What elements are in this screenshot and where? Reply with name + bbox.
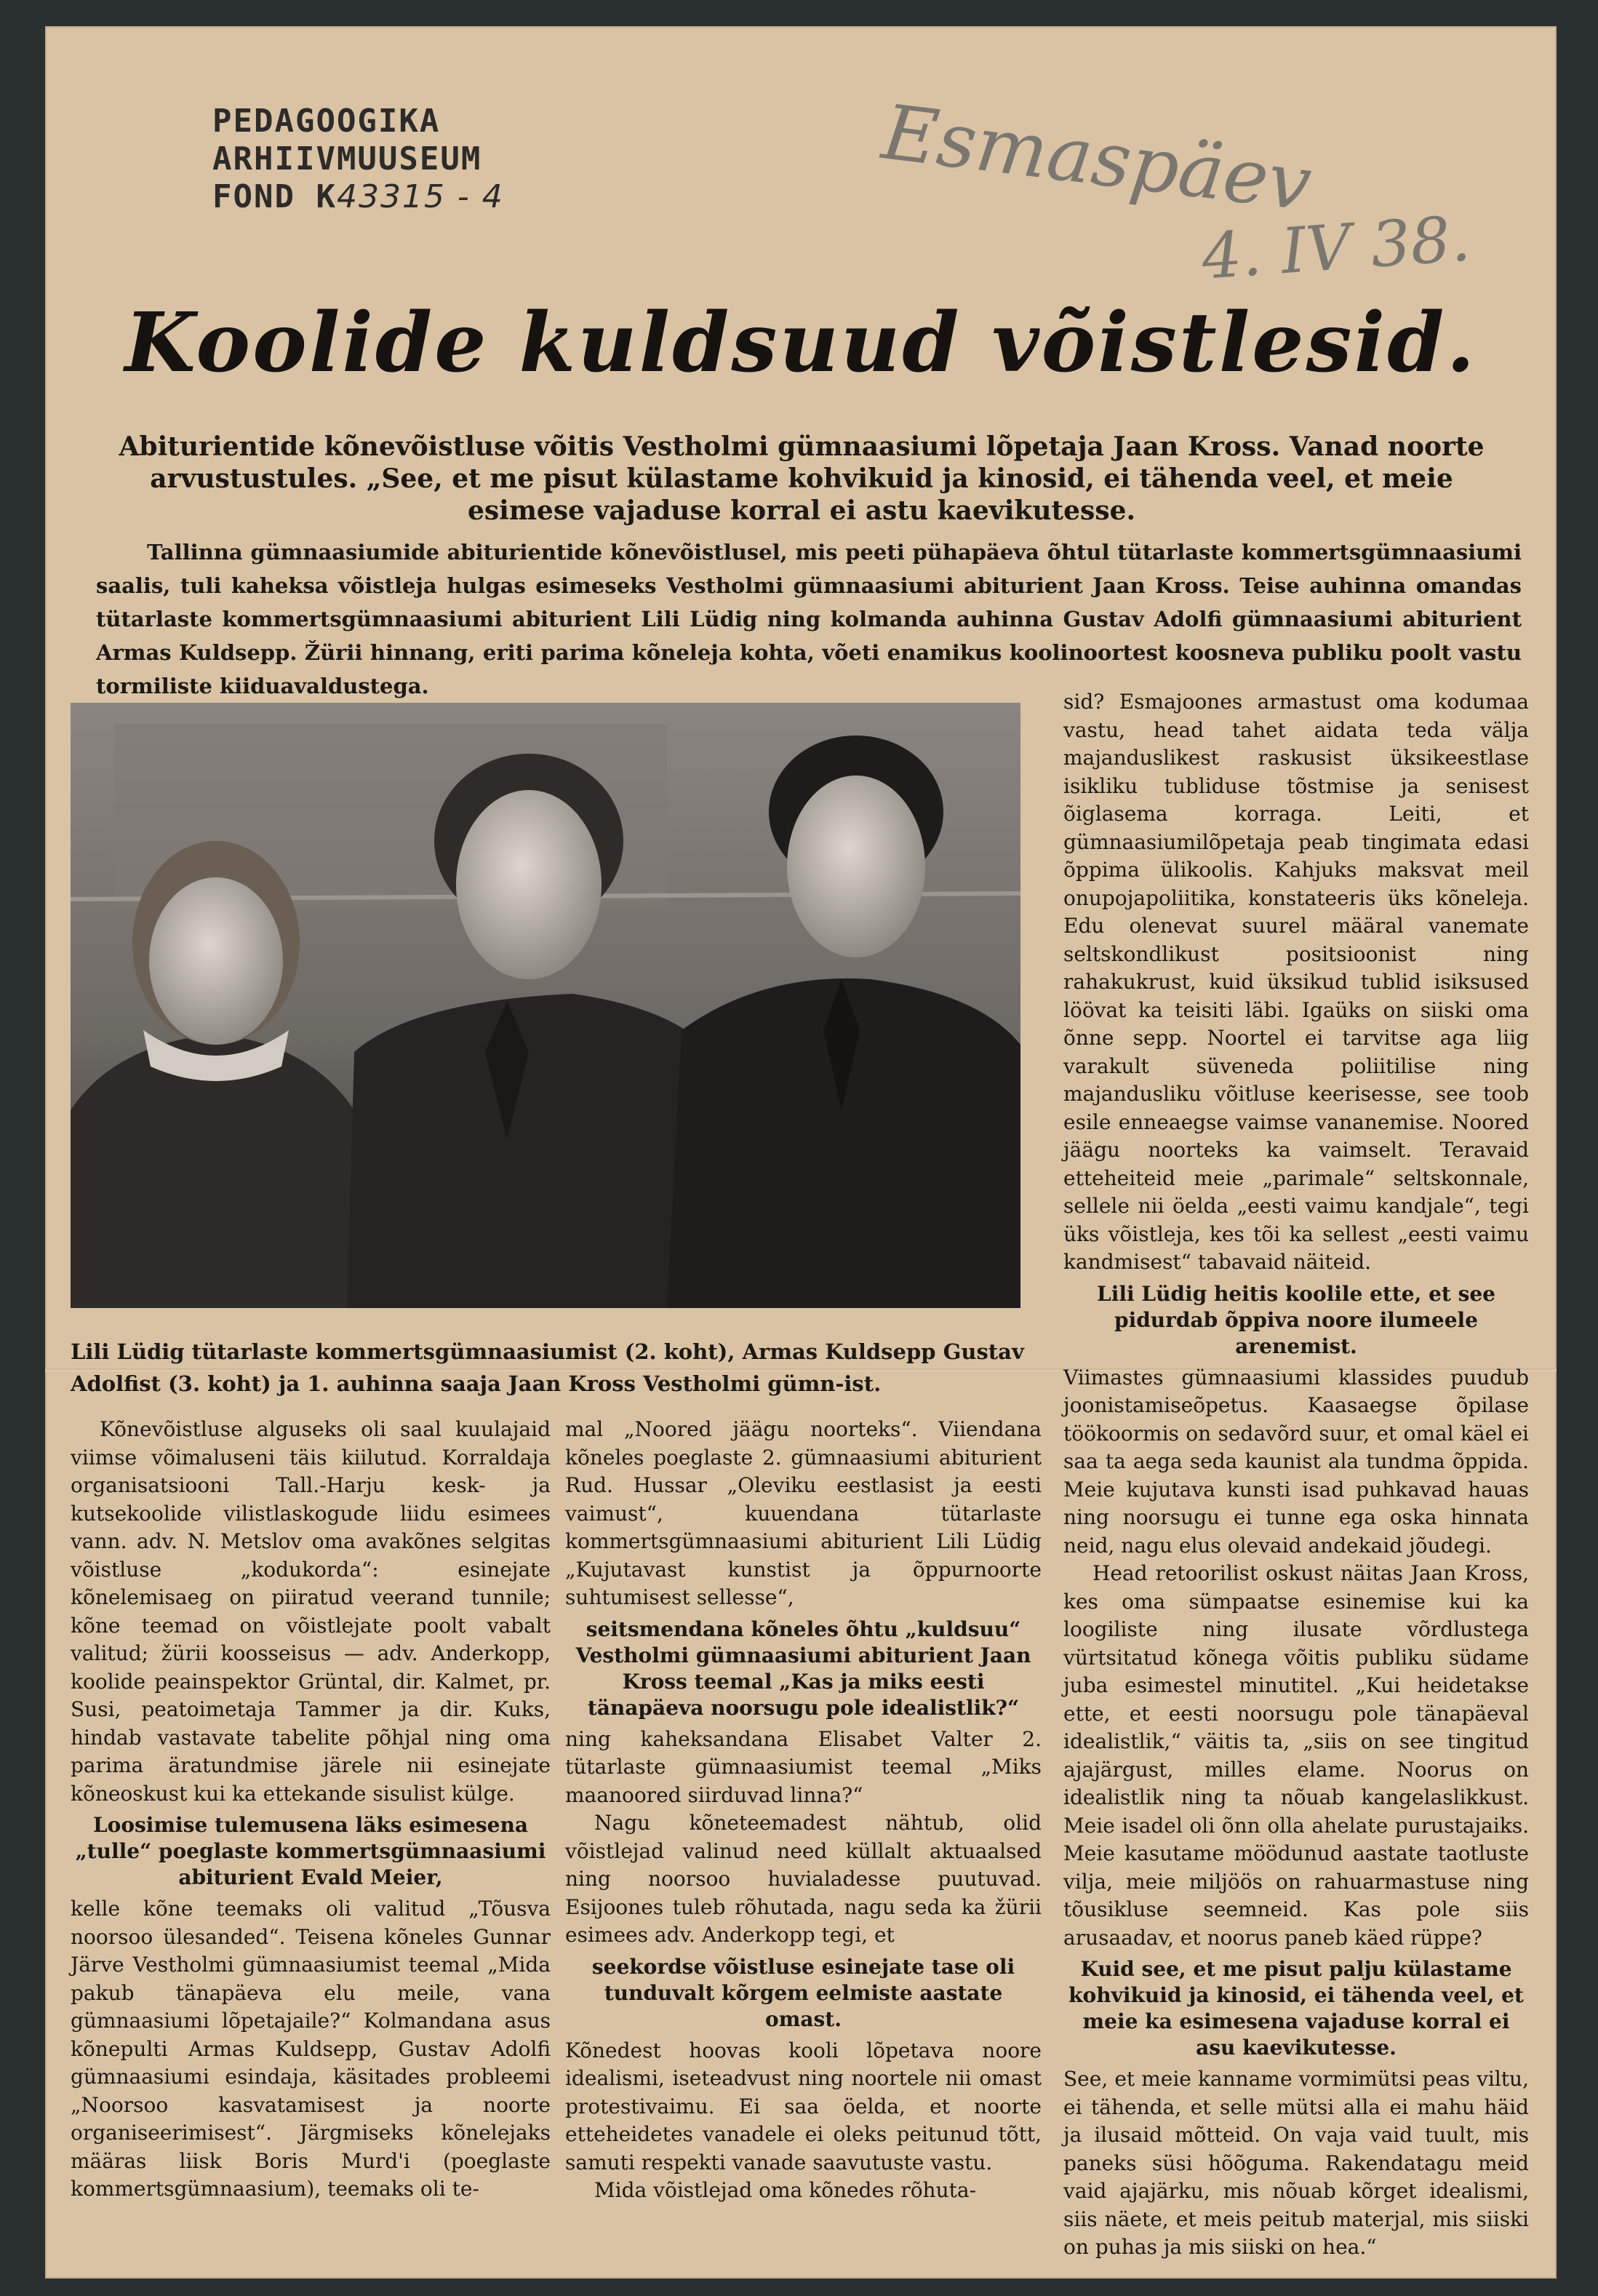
handwritten-date: 4. IV 38.: [1199, 202, 1473, 294]
handwritten-newspaper-name: Esmaspäev: [877, 87, 1317, 228]
photo-illustration: [71, 703, 1020, 1308]
paragraph: Mida võistlejad oma kõnedes rõhuta-: [594, 2178, 977, 2202]
subheading: seitsmendana kõneles õhtu „kuldsuu“ Vestholmi gümnaasiumi abiturient Jaan Kross teemal „Kas ja miks eesti tänapäeva noorsugu pole idealistlik?“: [575, 1617, 1031, 1720]
stamp-line-3: [212, 178, 547, 216]
subheading: seekordse võistluse esinejate tase oli tunduvalt kõrgem eelmiste aastate omast.: [591, 1954, 1015, 2031]
stamp-line-1: PEDAGOOGIKA: [212, 103, 441, 140]
subheading: Kuid see, et me pisut palju külastame kohvikuid ja kinosid, ei tähenda veel, et meie ka esimesena vajaduse korral ei asu kaevikutesse.: [1068, 1957, 1524, 2060]
article-subheadline: Abiturientide kõnevõistluse võitis Vestholmi gümnaasiumi lõpetaja Jaan Kross. Vanad noorte arvustustules. „See, et me pisut külastame kohvikuid ja kinosid, ei tähenda veel, et meie esimese vajaduse korral ei astu kaevikutesse.: [119, 431, 1485, 526]
stamp-fond-label: FOND K: [212, 178, 337, 215]
paragraph: Nagu kõneteemadest nähtub, olid võistlejad valinud need küllalt aktuaalsed ning noorsoo huvialadesse puutuvad. Esijoones tuleb rõhutada, nagu seda ka žürii esimees adv. Anderkopp tegi, et: [565, 1811, 1042, 1947]
subheading: Lili Lüdig heitis koolile ette, et see pidurdab õppiva noore ilumeele arenemist.: [1097, 1281, 1495, 1358]
group-photo: [71, 703, 1020, 1308]
paragraph: Viimastes gümnaasiumi klassides puudub joonistamiseõpetus. Kaasaegse õpilase töökoormis on sedavõrd suur, et omal käel ei saa ta aega seda kaunist ala tundma õppida. Meie kujutava kunsti isad puhkavad hauas ning noorsugu ei tunne ega oska hinnata neid, nagu elus olevaid andekaid jõudegi.: [1063, 1365, 1529, 1558]
paragraph: Kõnedest hoovas kooli lõpetava noore idealismi, iseteadvust ning noortele nii omast protestivaimu. Ei saa öelda, et noorte etteheidetes vanadele ei oleks peitunud tõtt, samuti respekti vanade saavutuste vastu.: [565, 2038, 1042, 2175]
article-headline: Koolide kuldsuud võistlesid.: [124, 295, 1477, 391]
photo-caption: Lili Lüdig tütarlaste kommertsgümnaasiumist (2. koht), Armas Kuldsepp Gustav Adolfist (3. koht) ja 1. auhinna saaja Jaan Kross Vestholmi gümn-ist.: [71, 1339, 1024, 1396]
article-column-2: [565, 1416, 1042, 2205]
paragraph: kelle kõne teemaks oli valitud „Tõusva noorsoo ülesanded“. Teisena kõneles Gunnar Järve Vestholmi gümnaasiumist teemal „Mida pakub tänapäeva elu meile, vana gümnaasiumi lõpetajaile?“ Kolmandana asus kõnepulti Armas Kuldsepp, Gustav Adolfi gümnaasiumi esindaja, käsitades probleemi „Noorsoo kasvatamisest ja noorte organiseerimisest“. Järgmiseks kõnelejaks määras liisk Boris Murd'i (poeglaste kommertsgümnaasium), teemaks oli te-: [71, 1897, 551, 2201]
archive-stamp: [212, 103, 547, 216]
stamp-fond-number: 43315 - 4: [336, 178, 504, 215]
paragraph: sid? Esmajoones armastust oma kodumaa vastu, head tahet aidata teda välja majanduslikest raskusist üksikeestlase isikliku tubliduse tõstmise ja senisest õiglasema korraga. Leiti, et gümnaasiumilõpetaja peab tingimata edasi õppima ülikoolis. Kahjuks maksvat meil onupojapoliitika, konstateeris üks kõneleja. Edu olenevat suurel määral vanemate seltskondlikust positsioonist ning rahakukrust, kuid üksikud tublid isiksused löövat ka teisiti läbi. Igaüks on siiski oma õnne sepp. Noortel ei tarvitse aga liig varakult süveneda poliitilise ning majandusliku võitluse keerisesse, see toob esile enneaegse vaimse vananemise. Noored jäägu noorteks ka vaimselt. Teravaid etteheiteid meie „parimale“ seltskonnale, sellele nii öelda „eesti vaimu kandjale“, tegi üks võistleja, kes tõi ka sellest „eesti vaimu kandmisest“ tabavaid näiteid.: [1063, 690, 1529, 1274]
article-column-3: [1063, 688, 1529, 2262]
paragraph: See, et meie kanname vormimütsi peas viltu, ei tähenda, et selle mütsi alla ei mahu häid ja ilusaid mõtteid. On vaja vaid tuult, mis paneks süsi hõõguma. Rakendatagu meid vaid ajajärku, mis nõuab kõrget idealismi, siis näete, et meis peitub materjal, mis siiski on puhas ja mis siiski on hea.“: [1063, 2067, 1529, 2259]
paragraph: Kõnevõistluse alguseks oli saal kuulajaid viimse võimaluseni täis kiilutud. Korraldaja organisatsiooni Tall.-Harju kesk- ja kutsekoolide vilistlaskogude liidu esimees vann. adv. N. Metslov oma avakõnes selgitas võistluse „kodukorda“: esinejate kõnelemisaeg on piiratud veerand tunnile; kõne teemad on võistlejate poolt vabalt valitud; žürii koosseisus — adv. Anderkopp, koolide peainspektor Grüntal, dir. Kalmet, pr. Susi, peatoimetaja Tammer ja dir. Kuks, hindab vastavate tabelite põhjal ning oma parima äratundmise järele nii esinejate kõneoskust kui ka ettekande sisulist külge.: [71, 1417, 551, 1806]
paragraph: Head retoorilist oskust näitas Jaan Kross, kes oma sümpaatse esinemise kui ka loogiliste ning ilusate võrdlustega vürtsitatud kõnega võitis publiku südame juba esimestel minutitel. „Kui heidetakse ette, et eesti noorsugu pole tänapäeval idealistlik,“ väitis ta, „siis on see tingitud ajajärgust, milles elame. Noorus on idealistlik ning ta nõuab kangelaslikkust. Meie isadel oli õnn olla ahelate purustajaiks. Meie kasutame möödunud aastate taotluste vilja, meie miljöös on rahuarmastuse ning tõusikluse seemneid. Kas pole siis arusaadav, et noorus paneb käed rüppe?: [1063, 1561, 1529, 1950]
article-column-1: [71, 1416, 551, 2204]
newspaper-clipping: [45, 26, 1557, 2279]
stamp-line-2: ARHIIVMUUSEUM: [212, 140, 482, 178]
article-lead: Tallinna gümnaasiumide abiturientide kõnevõistlusel, mis peeti pühapäeva õhtul tütarlaste kommertsgümnaasiumi saalis, tuli kaheksa võistleja hulgas esimeseks Vestholmi gümnaasiumi abiturient Jaan Kross. Teise auhinna omandas tütarlaste kommertsgümnaasiumi abiturient Lili Lüdig ning kolmanda auhinna Gustav Adolfi gümnaasiumi abiturient Armas Kuldsepp. Žürii hinnang, eriti parima kõneleja kohta, võeti enamikus koolinoortest koosneva publiku poolt vastu tormiliste kiiduavaldustega.: [96, 540, 1522, 698]
paragraph: mal „Noored jäägu noorteks“. Viiendana kõneles poeglaste 2. gümnaasiumi abiturient Rud. Hussar „Oleviku eestlasist ja eesti vaimust“, kuuendana tütarlaste kommertsgümnaasiumi abiturient Lili Lüdig „Kujutavast kunstist ja õppurnoorte suhtumisest sellesse“,: [565, 1417, 1042, 1609]
paragraph: ning kaheksandana Elisabet Valter 2. tütarlaste gümnaasiumist teemal „Miks maanoored siirduvad linna?“: [565, 1726, 1042, 1807]
subheading: Loosimise tulemusena läks esimesena „tulle“ poeglaste kommertsgümnaasiumi abiturient Evald Meier,: [75, 1813, 546, 1889]
